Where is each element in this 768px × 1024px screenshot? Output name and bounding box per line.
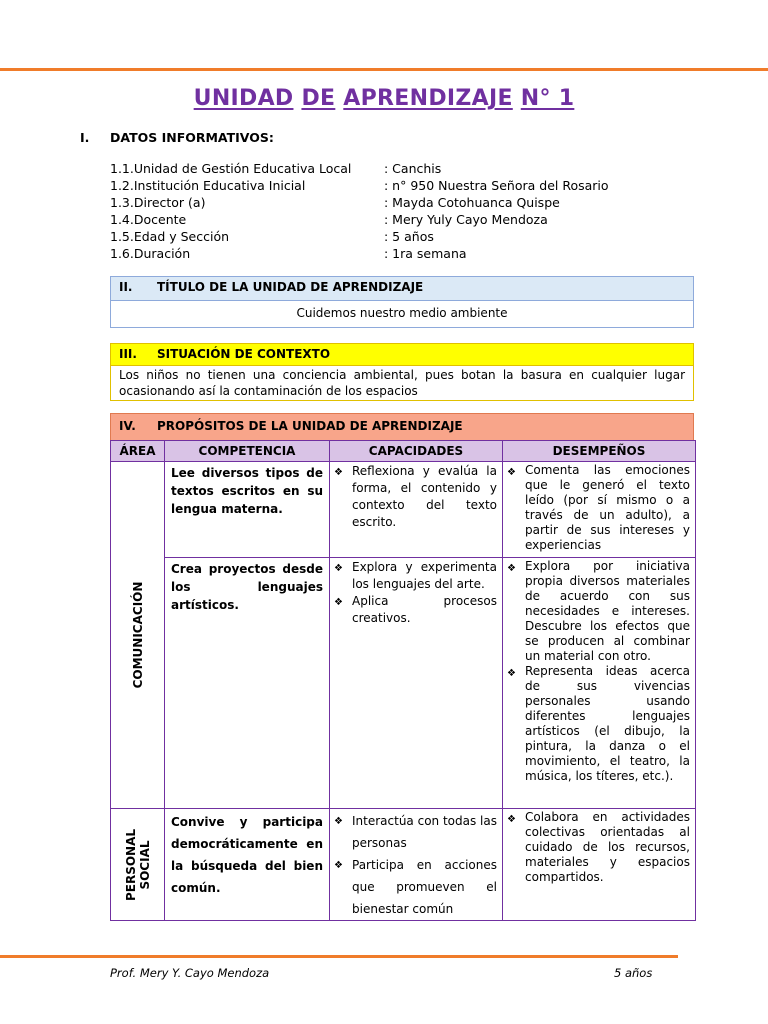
area-label bbox=[124, 828, 152, 900]
bullet-icon: ❖ bbox=[334, 563, 343, 574]
desempeno-text: Explora por iniciativa propia diversos materiales de acuerdo con sus necesidades e intereses. Descubre los efectos que se producen al combinar un material con otro. bbox=[525, 559, 690, 663]
desempenos-cell bbox=[503, 462, 696, 558]
desempenos-cell bbox=[503, 809, 696, 921]
section1-title: DATOS INFORMATIVOS: bbox=[110, 130, 274, 145]
info-value: : Canchis bbox=[384, 161, 442, 176]
list-item bbox=[334, 854, 497, 920]
purposes-table bbox=[110, 440, 696, 921]
capacidad-text: Participa en acciones que promueven el bienestar común bbox=[352, 858, 497, 916]
info-list bbox=[110, 160, 609, 262]
header-capacidades: CAPACIDADES bbox=[330, 441, 503, 462]
section2-title: TÍTULO DE LA UNIDAD DE APRENDIZAJE bbox=[157, 280, 424, 294]
area-label-line: PERSONAL bbox=[123, 828, 138, 901]
bullet-icon: ❖ bbox=[507, 814, 516, 825]
bullet-icon: ❖ bbox=[334, 816, 343, 827]
unit-title: Cuidemos nuestro medio ambiente bbox=[296, 306, 508, 320]
section3-heading bbox=[111, 344, 693, 366]
list-item bbox=[334, 559, 497, 593]
section2-box bbox=[110, 276, 694, 328]
info-key: 1.6.Duración bbox=[110, 246, 191, 261]
capacidades-cell bbox=[330, 809, 503, 921]
section3-box bbox=[110, 343, 694, 401]
table-header-row bbox=[111, 441, 696, 462]
table-row bbox=[111, 462, 696, 558]
capacidades-cell bbox=[330, 462, 503, 558]
list-item bbox=[507, 463, 690, 553]
top-rule bbox=[0, 68, 768, 71]
section4-box bbox=[110, 413, 694, 441]
capacidad-text: Reflexiona y evalúa la forma, el contenido y contexto del texto escrito. bbox=[352, 464, 497, 529]
section4-number: IV. bbox=[119, 419, 136, 433]
capacidad-text: Explora y experimenta los lenguajes del arte. bbox=[352, 560, 497, 591]
bullet-icon: ❖ bbox=[507, 563, 516, 574]
list-item bbox=[507, 664, 690, 784]
info-row bbox=[110, 160, 609, 177]
title-word: APRENDIZAJE bbox=[343, 86, 513, 111]
competencia-cell: Convive y participa democráticamente en la búsqueda del bien común. bbox=[165, 809, 330, 921]
bullet-icon: ❖ bbox=[334, 860, 343, 871]
area-label: COMUNICACIÓN bbox=[130, 581, 145, 689]
bullet-icon: ❖ bbox=[334, 597, 343, 608]
section2-number: II. bbox=[119, 280, 133, 294]
capacidades-cell bbox=[330, 558, 503, 809]
info-value: : 1ra semana bbox=[384, 246, 467, 261]
desempenos-cell bbox=[503, 558, 696, 809]
info-row bbox=[110, 177, 609, 194]
info-key: 1.3.Director (a) bbox=[110, 195, 206, 210]
list-item bbox=[507, 559, 690, 664]
title-word: DE bbox=[301, 86, 336, 111]
info-key: 1.2.Institución Educativa Inicial bbox=[110, 178, 306, 193]
section1-number: I. bbox=[80, 130, 90, 145]
info-row bbox=[110, 194, 609, 211]
table-row bbox=[111, 558, 696, 809]
competencia-cell: Lee diversos tipos de textos escritos en su lengua materna. bbox=[165, 462, 330, 558]
area-label-line: SOCIAL bbox=[137, 839, 152, 890]
info-key: 1.5.Edad y Sección bbox=[110, 229, 230, 244]
table-row bbox=[111, 809, 696, 921]
competencia-cell: Crea proyectos desde los lenguajes artísticos. bbox=[165, 558, 330, 809]
footer-age: 5 años bbox=[614, 966, 653, 980]
section4-heading bbox=[111, 414, 693, 436]
list-item bbox=[334, 463, 497, 531]
info-value: : n° 950 Nuestra Señora del Rosario bbox=[384, 178, 609, 193]
footer-author: Prof. Mery Y. Cayo Mendoza bbox=[110, 966, 270, 980]
section2-heading bbox=[111, 277, 693, 301]
info-value: : Mery Yuly Cayo Mendoza bbox=[384, 212, 548, 227]
bottom-rule bbox=[0, 955, 678, 958]
area-cell bbox=[111, 462, 165, 809]
context-text: Los niños no tienen una conciencia ambiental, pues botan la basura en cualquier lugar ocasionando así la contaminación de los espacios bbox=[119, 368, 685, 398]
area-cell bbox=[111, 809, 165, 921]
desempeno-text: Representa ideas acerca de sus vivencias personales usando diferentes lenguajes artísticos (el dibujo, la pintura, la danza o el movimiento, el teatro, la música, los títeres, etc.). bbox=[525, 664, 690, 783]
info-row bbox=[110, 228, 609, 245]
title-word: N° 1 bbox=[520, 86, 575, 111]
section1-heading bbox=[80, 130, 274, 145]
capacidad-text: Aplica procesos creativos. bbox=[352, 594, 497, 625]
bullet-icon: ❖ bbox=[507, 668, 516, 679]
desempeno-text: Colabora en actividades colectivas orientadas al cuidado de los recursos, materiales y espacios compartidos. bbox=[525, 810, 690, 884]
info-value: : Mayda Cotohuanca Quispe bbox=[384, 195, 560, 210]
header-area: ÁREA bbox=[111, 441, 165, 462]
section3-number: III. bbox=[119, 347, 137, 361]
section4-title: PROPÓSITOS DE LA UNIDAD DE APRENDIZAJE bbox=[157, 419, 463, 433]
info-value: : 5 años bbox=[384, 229, 434, 244]
desempeno-text: Comenta las emociones que le generó el texto leído (por sí mismo o a través de un adulto), a partir de sus intereses y experiencias bbox=[525, 463, 690, 552]
info-key: 1.1.Unidad de Gestión Educativa Local bbox=[110, 161, 352, 176]
header-competencia: COMPETENCIA bbox=[165, 441, 330, 462]
list-item bbox=[334, 810, 497, 854]
info-row bbox=[110, 211, 609, 228]
bullet-icon: ❖ bbox=[334, 467, 343, 478]
info-row bbox=[110, 245, 609, 262]
bullet-icon: ❖ bbox=[507, 467, 516, 478]
info-key: 1.4.Docente bbox=[110, 212, 187, 227]
list-item bbox=[507, 810, 690, 885]
title-word: UNIDAD bbox=[193, 86, 294, 111]
capacidad-text: Interactúa con todas las personas bbox=[352, 814, 497, 850]
section3-title: SITUACIÓN DE CONTEXTO bbox=[157, 347, 331, 361]
header-desempenos: DESEMPEÑOS bbox=[503, 441, 696, 462]
list-item bbox=[334, 593, 497, 627]
page-title bbox=[0, 86, 768, 111]
